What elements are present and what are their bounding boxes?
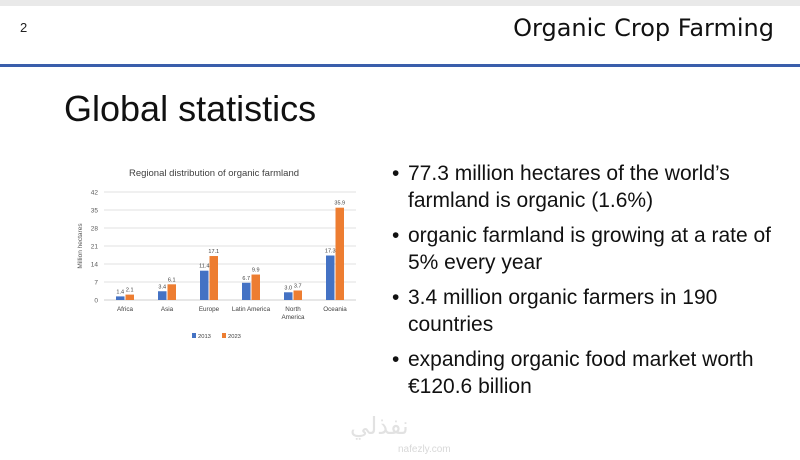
data-label: 17.1 [208, 249, 220, 256]
bullet-text: expanding organic food market worth €120.6 billion [408, 348, 754, 398]
bar [210, 256, 219, 300]
y-tick-label: 28 [90, 225, 98, 233]
watermark-url: nafezly.com [398, 444, 451, 455]
bar [242, 283, 251, 300]
x-tick-label: Europe [198, 306, 220, 313]
y-tick-label: 0 [94, 297, 98, 305]
watermark-logo: نفذلي [350, 412, 409, 440]
bullet-dot-icon: • [392, 162, 400, 185]
bar [252, 275, 261, 300]
data-label: 17.3 [324, 248, 336, 255]
legend-swatch [192, 333, 196, 338]
bar [336, 208, 345, 300]
bullet-dot-icon: • [392, 224, 400, 247]
x-tick-label: Asia [160, 306, 174, 313]
y-tick-label: 7 [94, 279, 98, 287]
y-tick-label: 42 [90, 189, 98, 197]
data-label: 3.0 [284, 285, 293, 292]
y-tick-label: 35 [90, 207, 98, 215]
bullet-item [392, 346, 782, 400]
legend-swatch [222, 333, 226, 338]
y-axis-label: Million hectares [77, 223, 84, 269]
bar [294, 290, 303, 300]
data-label: 1.4 [116, 289, 125, 296]
bullet-list [392, 160, 782, 408]
y-tick-label: 14 [90, 261, 98, 269]
slide-number: 2 [20, 20, 28, 35]
x-tick-label: Africa [116, 306, 134, 313]
bullet-item [392, 160, 782, 214]
data-label: 2.1 [125, 287, 134, 294]
data-label: 3.4 [158, 284, 167, 291]
legend-label: 2023 [228, 334, 241, 340]
bullet-item [392, 222, 782, 276]
x-tick-label: Latin America [231, 306, 271, 313]
data-label: 3.7 [293, 283, 302, 290]
x-tick-label: Oceania [323, 306, 347, 313]
bullet-text: organic farmland is growing at a rate of 5% every year [408, 224, 772, 274]
top-band [0, 0, 800, 6]
bullet-text: 77.3 million hectares of the world’s farmland is organic (1.6%) [408, 162, 730, 212]
data-label: 11.4 [199, 263, 210, 270]
bar-chart [74, 158, 364, 350]
y-tick-label: 21 [90, 243, 98, 251]
bullet-dot-icon: • [392, 286, 400, 309]
data-label: 35.9 [334, 200, 346, 207]
bullet-text: 3.4 million organic farmers in 190 countries [408, 286, 718, 336]
x-tick-label: North [285, 306, 301, 313]
bar [158, 291, 167, 300]
data-label: 6.7 [242, 275, 251, 282]
chart-container [74, 158, 364, 350]
page-title: Global statistics [64, 88, 317, 129]
bar [126, 295, 135, 300]
header-rule [0, 64, 800, 67]
legend-label: 2013 [198, 334, 211, 340]
bar [200, 271, 209, 300]
header-title: Organic Crop Farming [513, 14, 774, 42]
bar [326, 256, 335, 300]
data-label: 9.9 [251, 267, 260, 274]
bar [284, 292, 293, 300]
bar [116, 296, 125, 300]
bullet-item [392, 284, 782, 338]
chart-title: Regional distribution of organic farmland [128, 168, 300, 179]
data-label: 6.1 [167, 277, 176, 284]
bullet-dot-icon: • [392, 348, 400, 371]
x-tick-label: America [281, 314, 305, 321]
bar [168, 284, 177, 300]
